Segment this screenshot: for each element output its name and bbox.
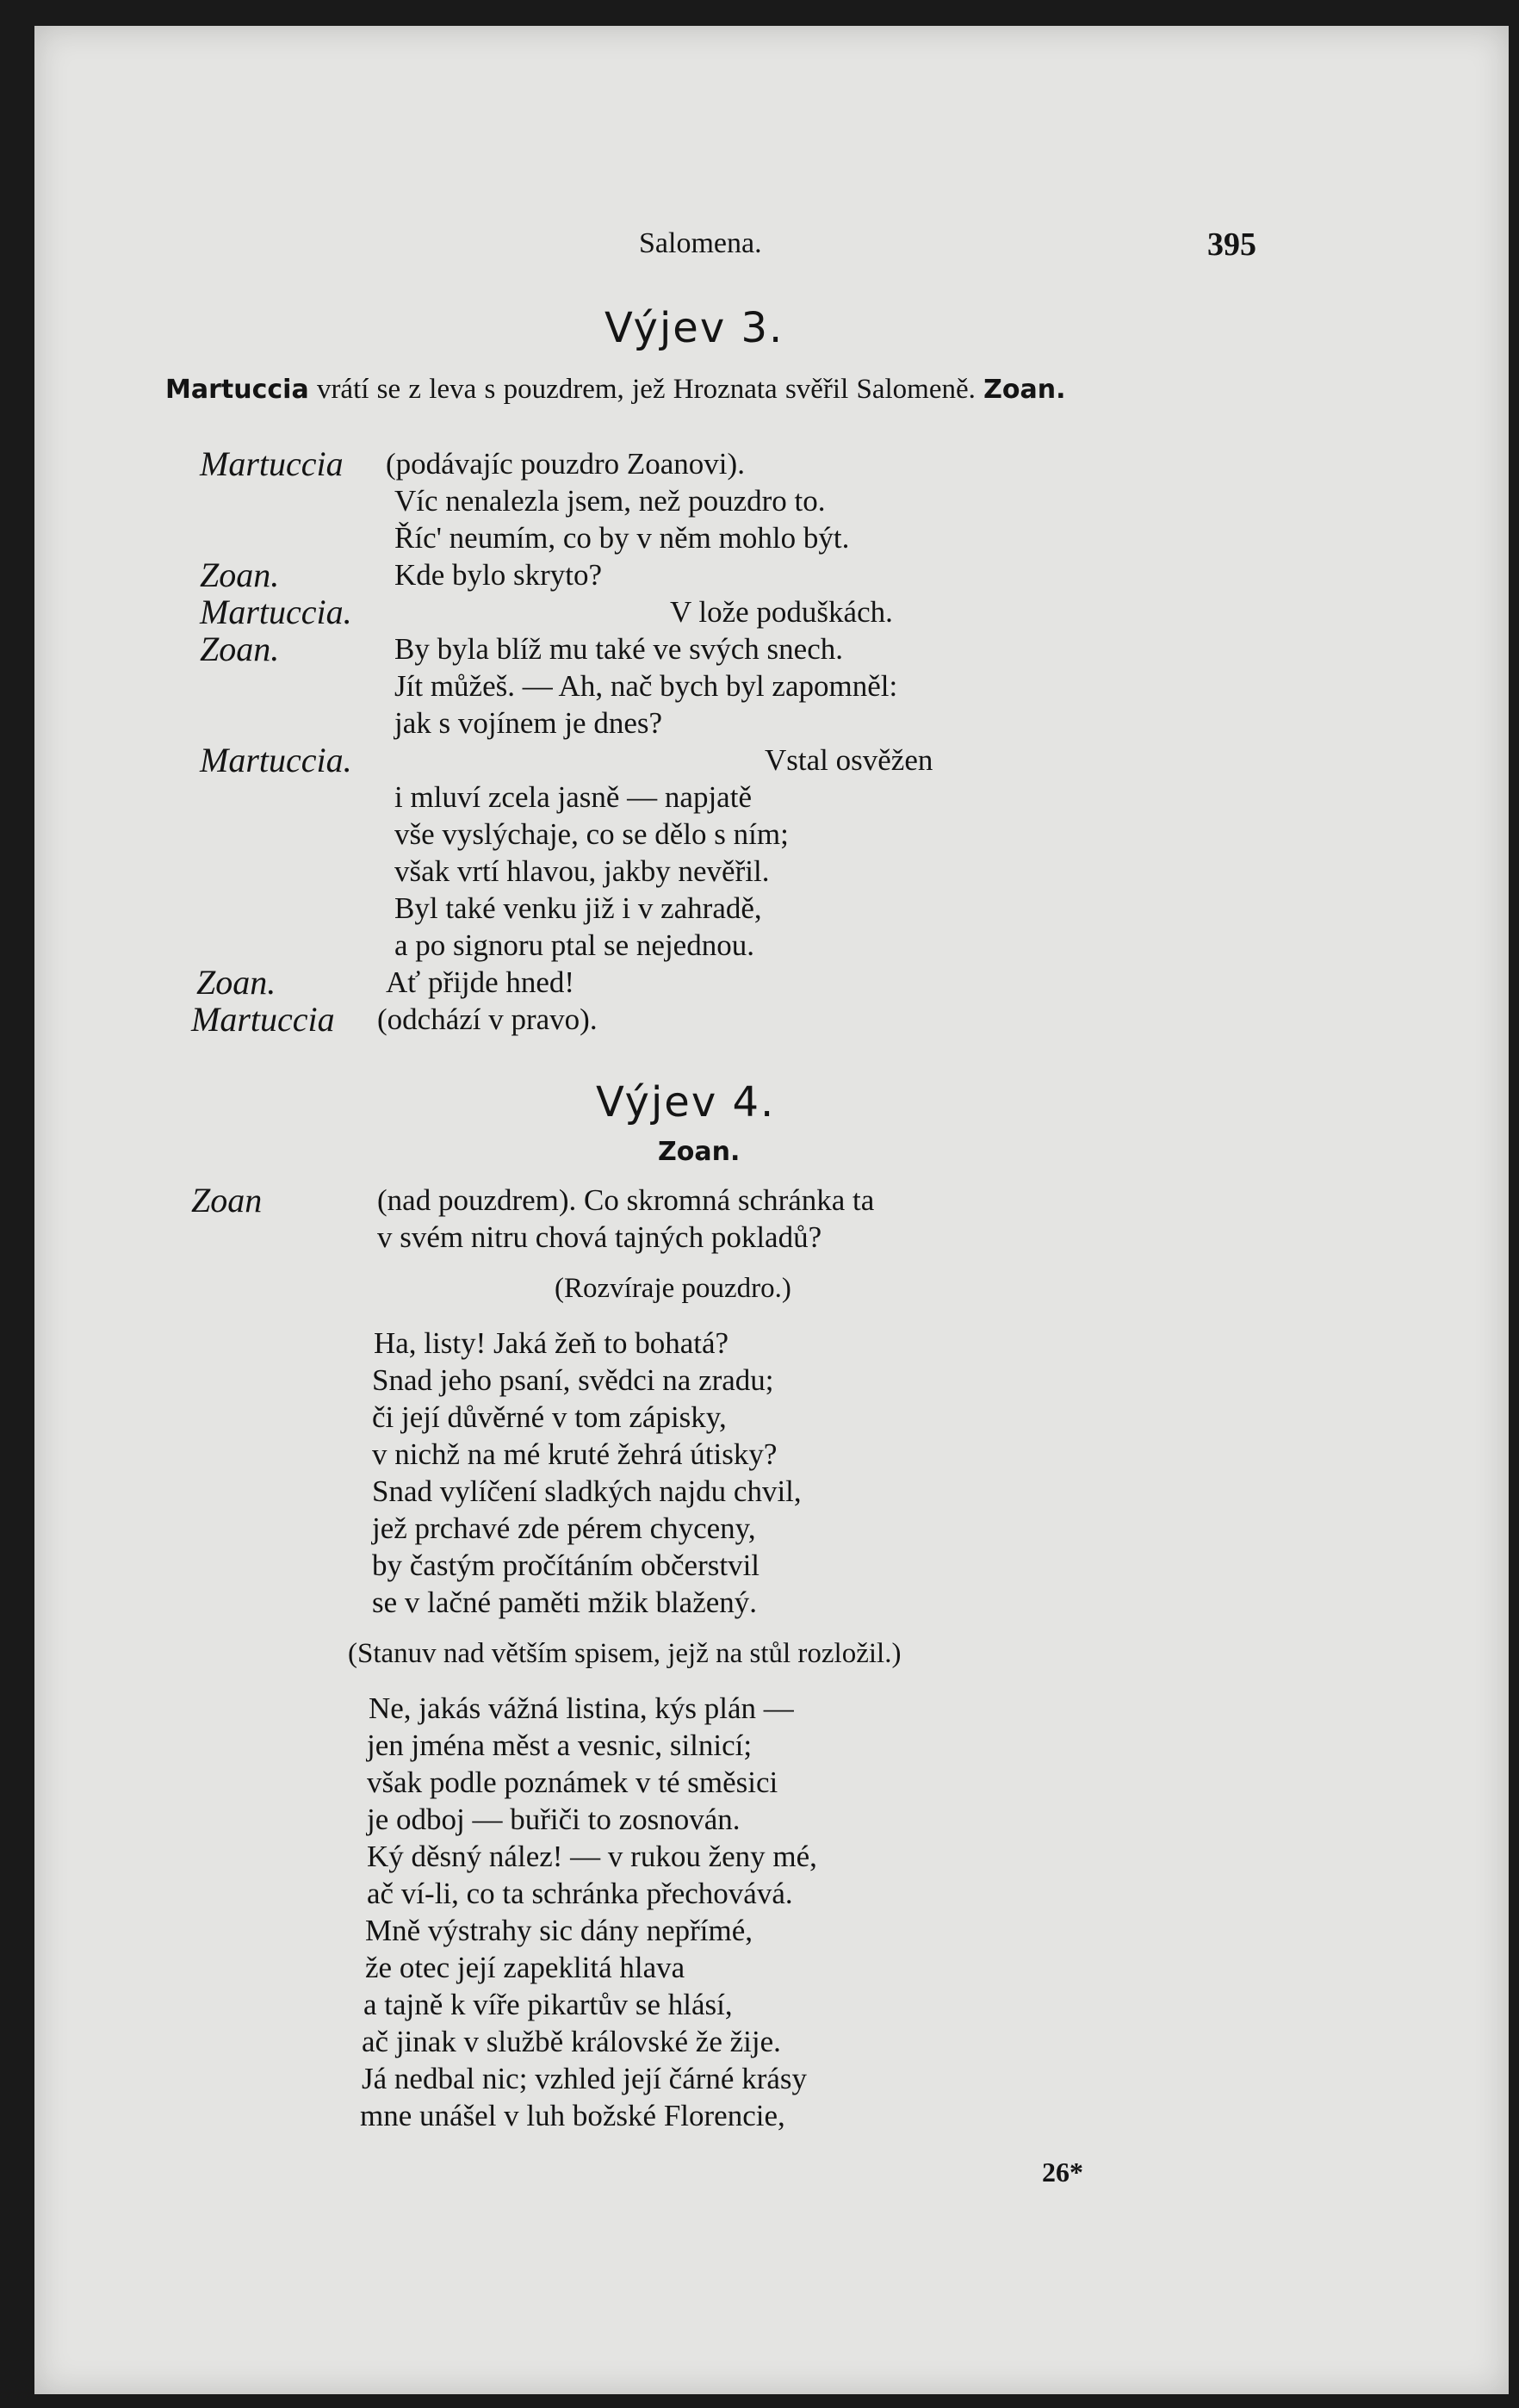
- stage-direction-text: vrátí se z leva s pouzdrem, jež Hroznata svěřil Salomeně.: [316, 374, 976, 405]
- signature-mark: 26*: [1042, 2157, 1083, 2188]
- verse-line: Ha, listy! Jaká žeň to bohatá?: [374, 1326, 729, 1360]
- verse-line: ač ví-li, co ta schránka přechovává.: [367, 1877, 793, 1910]
- speaker-label: Martuccia: [200, 444, 344, 483]
- verse-line: či její důvěrné v tom zápisky,: [372, 1400, 727, 1434]
- verse-line: Říc' neumím, co by v něm mohlo být.: [394, 521, 850, 555]
- verse-line: Mně výstrahy sic dány nepřímé,: [365, 1914, 753, 1947]
- verse-line: V lože poduškách.: [670, 595, 893, 629]
- speaker-label: Martuccia.: [200, 593, 352, 631]
- stage-character-name: Martuccia: [165, 375, 309, 405]
- speaker-label: Zoan: [191, 1181, 263, 1220]
- stage-direction: (Stanuv nad větším spisem, jejž na stůl rozložil.): [348, 1638, 902, 1669]
- verse-line: (podávajíc pouzdro Zoanovi).: [386, 447, 745, 481]
- verse-line: Ký děsný nález! — v rukou ženy mé,: [367, 1840, 817, 1873]
- verse-line: jak s vojínem je dnes?: [394, 706, 663, 740]
- verse-line: však podle poznámek v té směsici: [367, 1766, 778, 1799]
- verse-line: Jít můžeš. — Ah, nač bych byl zapomněl:: [394, 669, 898, 703]
- scene-4-character: Zoan.: [658, 1137, 741, 1167]
- stage-direction: (Rozvíraje pouzdro.): [555, 1273, 791, 1304]
- verse-line: Víc nenalezla jsem, než pouzdro to.: [394, 484, 826, 518]
- verse-line: by častým pročítáním občerstvil: [372, 1548, 760, 1582]
- verse-line: mne unášel v luh božské Florencie,: [360, 2099, 785, 2132]
- verse-line: a tajně k víře pikartův se hlásí,: [363, 1988, 733, 2021]
- book-page: [34, 26, 1509, 2394]
- scene-4-title: Výjev 4.: [596, 1078, 776, 1126]
- speaker-label: Martuccia.: [200, 741, 352, 779]
- verse-line: (odchází v pravo).: [377, 1002, 598, 1036]
- speaker-label: Zoan.: [200, 555, 280, 594]
- verse-line: v nichž na mé kruté žehrá útisky?: [372, 1437, 778, 1471]
- verse-line: vše vyslýchaje, co se dělo s ním;: [394, 817, 789, 851]
- speaker-label: Martuccia: [191, 1000, 335, 1039]
- scene-3-title: Výjev 3.: [604, 304, 784, 352]
- verse-line: jež prchavé zde pérem chyceny,: [372, 1511, 756, 1545]
- verse-line: Kde bylo skryto?: [394, 558, 603, 592]
- verse-line: v svém nitru chová tajných pokladů?: [377, 1220, 822, 1254]
- verse-line: se v lačné paměti mžik blažený.: [372, 1586, 758, 1619]
- verse-line: Ať přijde hned!: [386, 965, 575, 999]
- verse-line: Snad jeho psaní, svědci na zradu;: [372, 1363, 774, 1397]
- verse-line: Ne, jakás vážná listina, kýs plán —: [369, 1691, 794, 1725]
- verse-line: Já nedbal nic; vzhled její čárné krásy: [362, 2062, 808, 2095]
- verse-line: ač jinak v službě královské že žije.: [362, 2025, 781, 2058]
- verse-line: jen jména měst a vesnic, silnicí;: [367, 1728, 753, 1762]
- running-header: Salomena.: [639, 227, 762, 259]
- verse-line: By byla blíž mu také ve svých snech.: [394, 632, 843, 666]
- verse-line: však vrtí hlavou, jakby nevěřil.: [394, 854, 770, 888]
- verse-line: (nad pouzdrem). Co skromná schránka ta: [377, 1183, 875, 1217]
- speaker-label: Zoan.: [196, 963, 276, 1002]
- stage-character-name-2: Zoan.: [983, 375, 1066, 405]
- verse-line: je odboj — buřiči to zosnován.: [367, 1803, 741, 1836]
- verse-line: Snad vylíčení sladkých najdu chvil,: [372, 1474, 802, 1508]
- verse-line: že otec její zapeklitá hlava: [365, 1951, 685, 1984]
- verse-line: i mluví zcela jasně — napjatě: [394, 780, 752, 814]
- verse-line: a po signoru ptal se nejednou.: [394, 928, 754, 962]
- speaker-label: Zoan.: [200, 630, 280, 668]
- verse-line: Byl také venku již i v zahradě,: [394, 891, 762, 925]
- verse-line: Vstal osvěžen: [765, 743, 933, 777]
- scene-3-stage-direction: [165, 374, 1293, 406]
- page-number: 395: [1207, 227, 1256, 263]
